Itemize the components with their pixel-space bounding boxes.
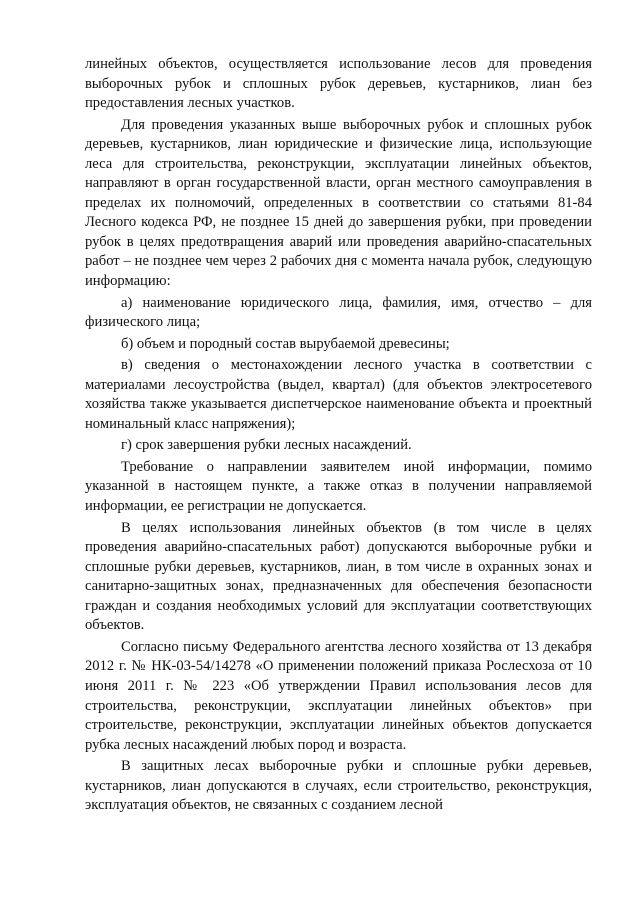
list-item-a: а) наименование юридического лица, фамилия, имя, отчество – для физического лица; [85,294,592,331]
paragraph-linear-objects-use: В целях использования линейных объектов (в том числе в целях проведения аварийно-спасательных работ) допускаются выборочные рубки и сплошные рубки деревьев, кустарников, лиан, в том числе в охранных зонах и санитарно-защитных зонах, предназначенных для обеспечения безопасности граждан и создания необходимых условий для эксплуатации соответствующих объектов. [85,519,592,634]
paragraph-continuation: линейных объектов, осуществляется использование лесов для проведения выборочных рубок и сплошных рубок деревьев, кустарников, лиан без предоставления лесных участков. [85,56,592,112]
paragraph-rosleshoz-letter: Согласно письму Федерального агентства лесного хозяйства от 13 декабря 2012 г. № НК-03-54/14278 «О применении положений приказа Рослесхоза от 10 июня 2011 г. № 223 «Об утверждении Правил использования лесов для строительства, реконструкции, эксплуатации линейных объектов» при строительстве, реконструкции, эксплуатации линейных объектов допускается рубка лесных насаждений любых пород и возраста. [85,638,592,753]
paragraph-protective-forests: В защитных лесах выборочные рубки и сплошные рубки деревьев, кустарников, лиан допускаются в случаях, если строительство, реконструкция, эксплуатация объектов, не связанных с созданием лесной [85,758,592,814]
paragraph-notification-requirement: Для проведения указанных выше выборочных рубок и сплошных рубок деревьев, кустарников, лиан юридические и физические лица, использующие леса для строительства, реконструкции, эксплуатации линейных объектов, направляют в орган государственной власти, орган местного самоуправления в пределах их полномочий, определенных в соответствии со статьями 81-84 Лесного кодекса РФ, не позднее 15 дней до завершения рубки, при проведении рубок в целях предотвращения аварий или проведения аварийно-спасательных работ – не позднее чем через 2 рабочих дня с момента начала рубок, следующую информацию: [85,116,592,290]
list-item-b: б) объем и породный состав вырубаемой древесины; [121,335,450,352]
document-page [85,55,592,818]
list-item-g: г) срок завершения рубки лесных насаждений. [121,437,412,454]
list-item-v: в) сведения о местонахождении лесного участка в соответствии с материалами лесоустройства (выдел, квартал) (для объектов электросетевого хозяйства также указывается диспетчерское наименование объекта и проектный номинальный класс напряжения); [85,357,592,432]
paragraph-no-extra-info: Требование о направлении заявителем иной информации, помимо указанной в настоящем пункте, а также отказ в получении направляемой информации, ее регистрации не допускается. [85,458,592,515]
